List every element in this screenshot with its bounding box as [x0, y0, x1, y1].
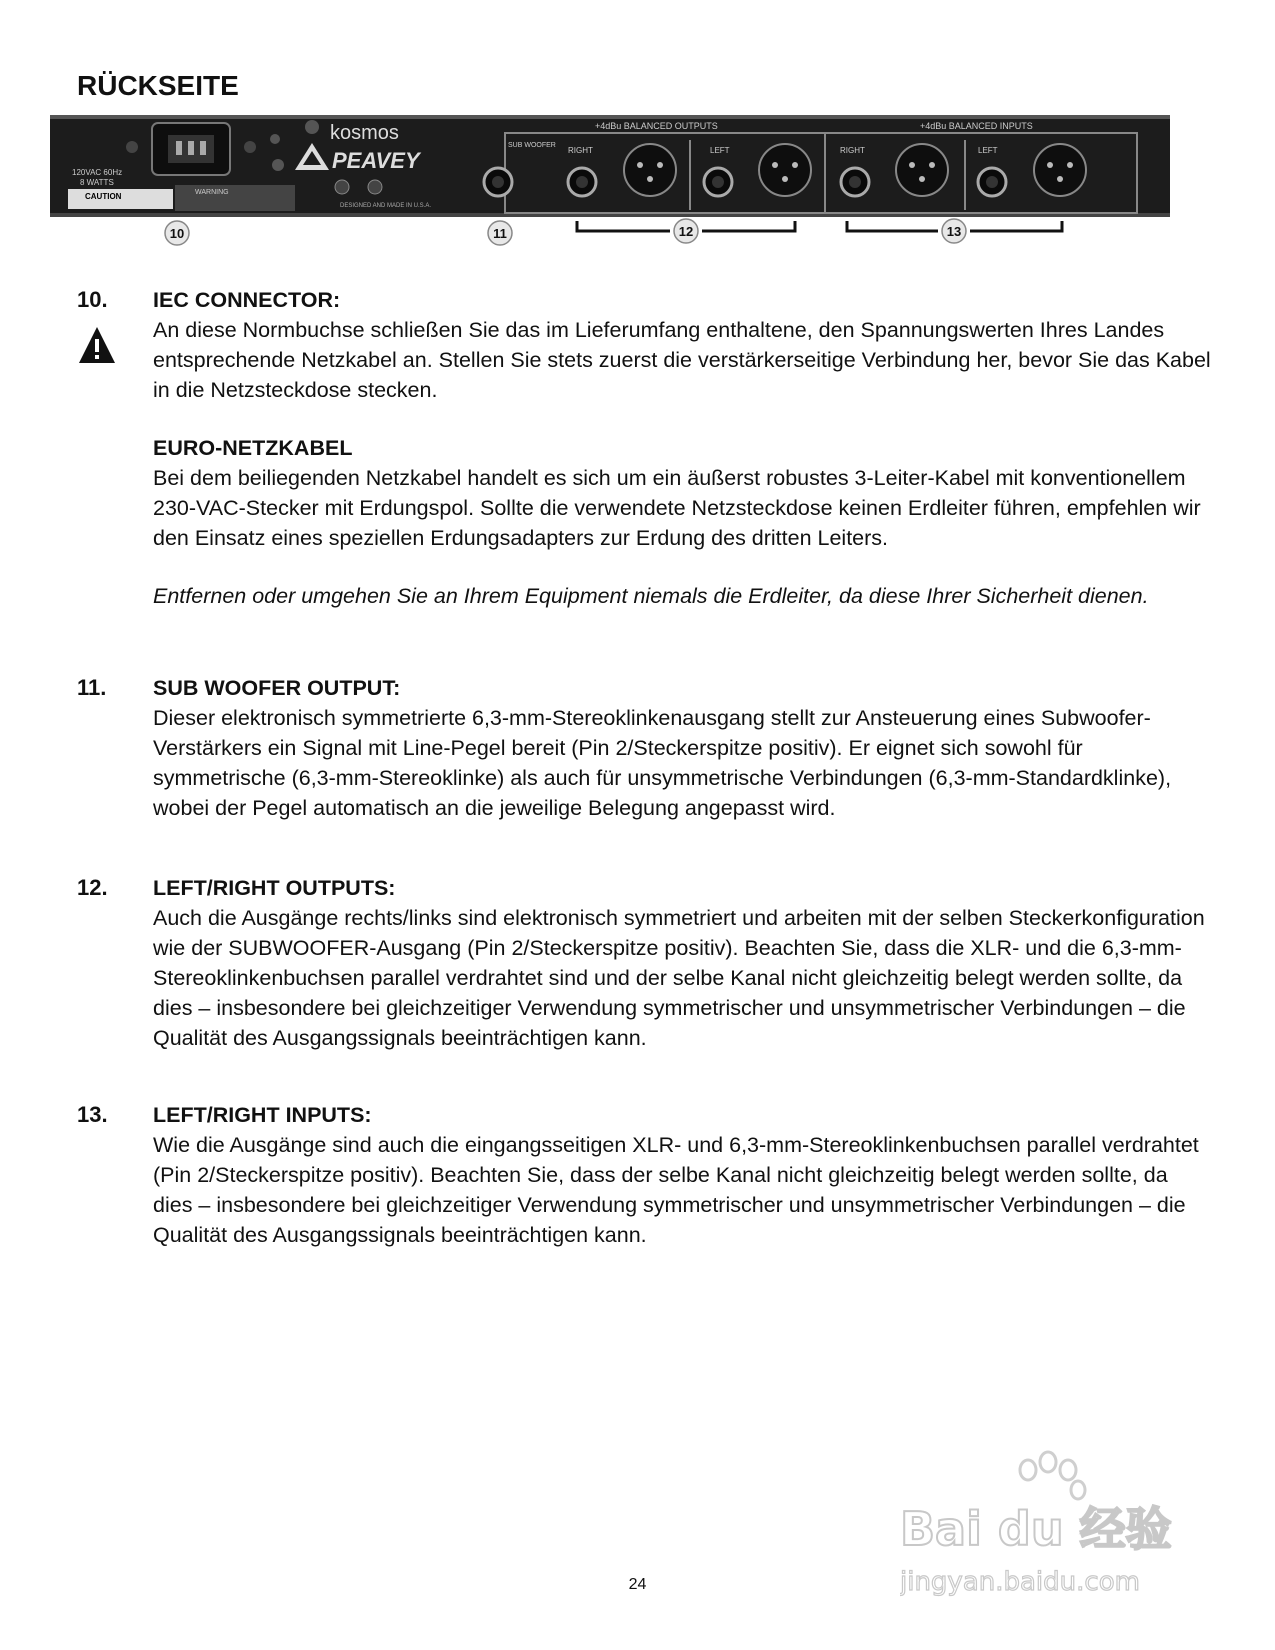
in-right-xlr [896, 144, 948, 196]
svg-text:10: 10 [169, 226, 185, 241]
watermark-logo: Bai du 经验 [900, 1502, 1172, 1556]
caution-label: CAUTION [85, 192, 122, 201]
out-right-xlr [624, 144, 676, 196]
section-number: 12. [77, 875, 108, 900]
sub-label: SUB WOOFER [508, 142, 556, 149]
callout-12-bracket [577, 219, 795, 243]
watermark-url: jingyan.baidu.com [900, 1567, 1140, 1597]
section-heading: IEC CONNECTOR: [153, 288, 341, 312]
section-number: 11. [77, 675, 107, 700]
in-right-label: RIGHT [840, 146, 865, 155]
svg-text:11: 11 [493, 226, 507, 241]
in-left-label: LEFT [978, 146, 998, 155]
callout-11 [488, 221, 512, 245]
outputs-header: +4dBu BALANCED OUTPUTS [595, 121, 718, 131]
section-text: Auch die Ausgänge rechts/links sind elektronisch symmetriert und arbeiten mit der selben Steckerkonfiguration wie der SUBWOOFER-Ausgang (Pin 2/Steckerspitze positiv). Beachten Sie, dass die XLR- und die 6,3-mm-Stereoklinkenbuchsen parallel verdrahtet sind und der selbe Kanal nicht gleichzeitig belegt werden sollte, da dies – insbesondere bei gleichzeitiger Verwendung symmetrischer und unsymmetrischer Verbindungen – die Qualität des Ausgangssignals beeinträchtigen kann. [153, 906, 1205, 1050]
watts-label: 8 WATTS [80, 178, 114, 187]
brand-name: PEAVEY [332, 148, 420, 173]
section-heading: LEFT/RIGHT OUTPUTS: [153, 876, 396, 900]
out-left-xlr [759, 144, 811, 196]
made-in-label: DESIGNED AND MADE IN U.S.A. [340, 203, 432, 209]
in-left-xlr [1034, 144, 1086, 196]
inputs-header: +4dBu BALANCED INPUTS [920, 121, 1033, 131]
safety-note: Entfernen oder umgehen Sie an Ihrem Equipment niemals die Erdleiter, da diese Ihrer Sicherheit dienen. [153, 584, 1149, 608]
warning-triangle-icon [77, 325, 117, 365]
voltage-label: 120VAC 60Hz [72, 168, 123, 177]
rear-panel-illustration [50, 115, 1175, 260]
callout-10 [165, 221, 189, 245]
page-title: RÜCKSEITE [77, 70, 239, 101]
brand-model: kosmos [330, 122, 399, 144]
subsection-text: Bei dem beiliegenden Netzkabel handelt es sich um ein äußerst robustes 3-Leiter-Kabel mit konventionellem 230-VAC-Stecker mit Erdungspol. Sollte die verwendete Netzsteckdose keinen Erdleiter führen, empfehlen wir den Einsatz eines speziellen Erdungsadapters zur Erdung des dritten Leiters. [153, 466, 1201, 550]
out-left-label: LEFT [710, 146, 730, 155]
out-right-label: RIGHT [568, 146, 593, 155]
section-text: Wie die Ausgänge sind auch die eingangsseitigen XLR- und 6,3-mm-Stereoklinkenbuchsen parallel verdrahtet (Pin 2/Steckerspitze positiv). Beachten Sie, dass der selbe Kanal nicht gleichzeitig belegt werden sollte, da dies – insbesondere bei gleichzeitiger Verwendung symmetrischer und unsymmetrischer Verbindungen – die Qualität des Ausgangssignals beeinträchtigen kann. [153, 1133, 1199, 1247]
section-text: Dieser elektronisch symmetrierte 6,3-mm-Stereoklinkenausgang stellt zur Ansteuerung eines Subwoofer-Verstärkers ein Signal mit Line-Pegel bereit (Pin 2/Steckerspitze positiv). Er eignet sich sowohl für symmetrische (6,3-mm-Stereoklinke) als auch für unsymmetrische Verbindungen (6,3-mm-Standardklinke), wobei der Pegel automatisch an die jeweilige Belegung angepasst wird. [153, 706, 1172, 820]
warning-label: WARNING [195, 189, 229, 196]
page-number: 24 [628, 1576, 647, 1593]
svg-text:12: 12 [678, 224, 694, 239]
svg-text:13: 13 [946, 224, 962, 239]
section-heading: SUB WOOFER OUTPUT: [153, 676, 401, 700]
section-number: 10. [77, 287, 108, 312]
section-number: 13. [77, 1102, 108, 1127]
section-heading: LEFT/RIGHT INPUTS: [153, 1103, 372, 1127]
subsection-heading: EURO-NETZKABEL [153, 436, 353, 460]
callout-13-bracket [847, 219, 1062, 243]
section-text: An diese Normbuchse schließen Sie das im Lieferumfang enthaltene, den Spannungswerten Ihres Landes entsprechende Netzkabel an. Stellen Sie stets zuerst die verstärkerseitige Verbindung her, bevor Sie das Kabel in die Netzsteckdose stecken. [153, 318, 1211, 402]
